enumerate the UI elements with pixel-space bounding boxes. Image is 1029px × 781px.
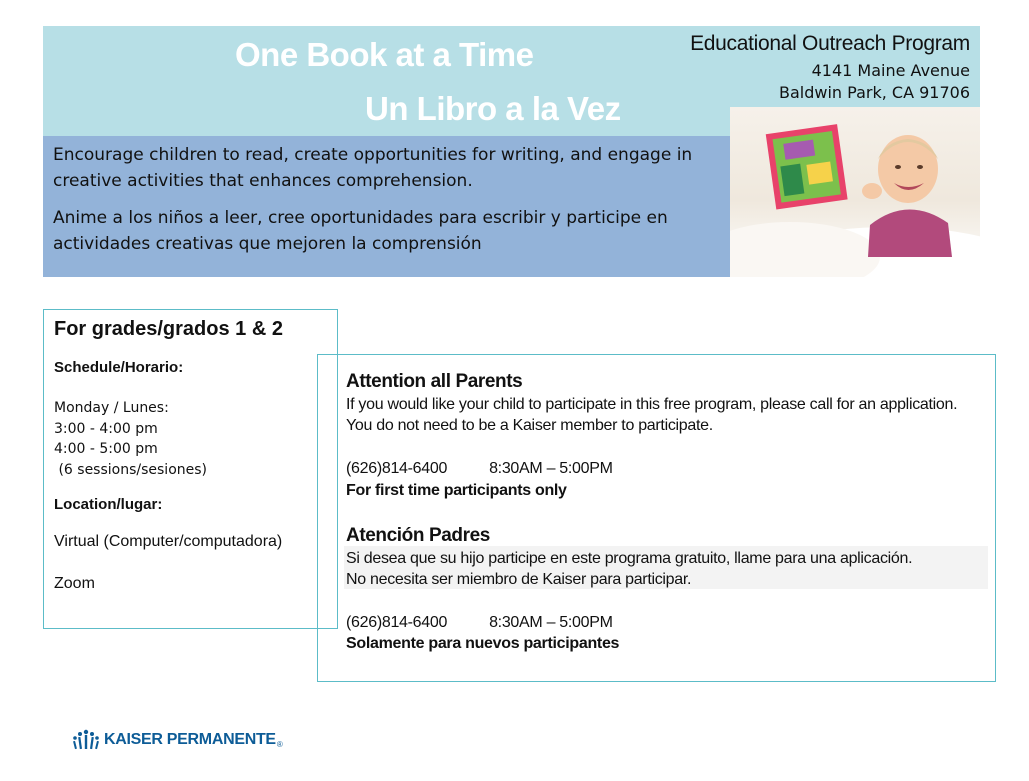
logo-text: KAISER PERMANENTE <box>104 731 276 748</box>
schedule-sessions: (6 sessions/sesiones) <box>54 461 208 478</box>
schedule-label: Schedule/Horario: <box>54 359 184 376</box>
address-line-2: Baldwin Park, CA 91706 <box>779 83 970 102</box>
location-value: Virtual (Computer/computadora) <box>54 533 283 550</box>
phone-english: (626)814-6400 <box>346 460 448 477</box>
note-spanish: Solamente para nuevos participantes <box>346 635 620 652</box>
body-spanish-1: Si desea que su hijo participe en este programa gratuito, llame para una aplicación. <box>346 550 913 567</box>
kaiser-permanente-logo <box>72 729 283 751</box>
grades-info-box <box>43 309 338 629</box>
intro-english: Encourage children to read, create opportunities for writing, and engage in creative activities that enhances comprehension. <box>53 145 693 191</box>
body-english-2: You do not need to be a Kaiser member to participate. <box>346 417 713 434</box>
body-spanish-2: No necesita ser miembro de Kaiser para participar. <box>346 571 692 588</box>
phone-spanish: (626)814-6400 <box>346 614 448 631</box>
note-english: For first time participants only <box>346 482 567 499</box>
org-name: Educational Outreach Program <box>690 32 970 55</box>
body-english-1: If you would like your child to participate in this free program, please call for an application. <box>346 396 958 413</box>
title-english: One Book at a Time <box>235 36 534 73</box>
platform-name: Zoom <box>54 575 95 592</box>
hours-english: 8:30AM – 5:00PM <box>489 460 613 477</box>
schedule-day: Monday / Lunes: <box>54 400 169 416</box>
address-line-1: 4141 Maine Avenue <box>811 61 970 80</box>
child-with-book-icon <box>730 107 980 277</box>
grades-title: For grades/grados 1 & 2 <box>54 318 283 340</box>
logo-registered-mark: ® <box>276 739 283 749</box>
title-spanish: Un Libro a la Vez <box>365 90 621 127</box>
location-label: Location/lugar: <box>54 496 163 513</box>
intro-spanish: Anime a los niños a leer, cree oportunidades para escribir y participe en actividades creativas que mejoren la comprensión <box>53 208 668 254</box>
kaiser-permanente-logo-icon <box>72 729 100 751</box>
heading-spanish: Atención Padres <box>346 525 490 546</box>
parents-info-box <box>317 354 996 682</box>
child-with-book-photo <box>730 107 980 277</box>
contact-english <box>346 460 613 478</box>
contact-spanish <box>346 614 613 632</box>
schedule-slot-2: 4:00 - 5:00 pm <box>54 441 158 457</box>
schedule-slot-1: 3:00 - 4:00 pm <box>54 420 158 437</box>
hours-spanish: 8:30AM – 5:00PM <box>489 614 613 631</box>
intro-panel <box>43 136 730 277</box>
heading-english: Attention all Parents <box>346 371 523 392</box>
schedule-lines <box>54 398 207 480</box>
